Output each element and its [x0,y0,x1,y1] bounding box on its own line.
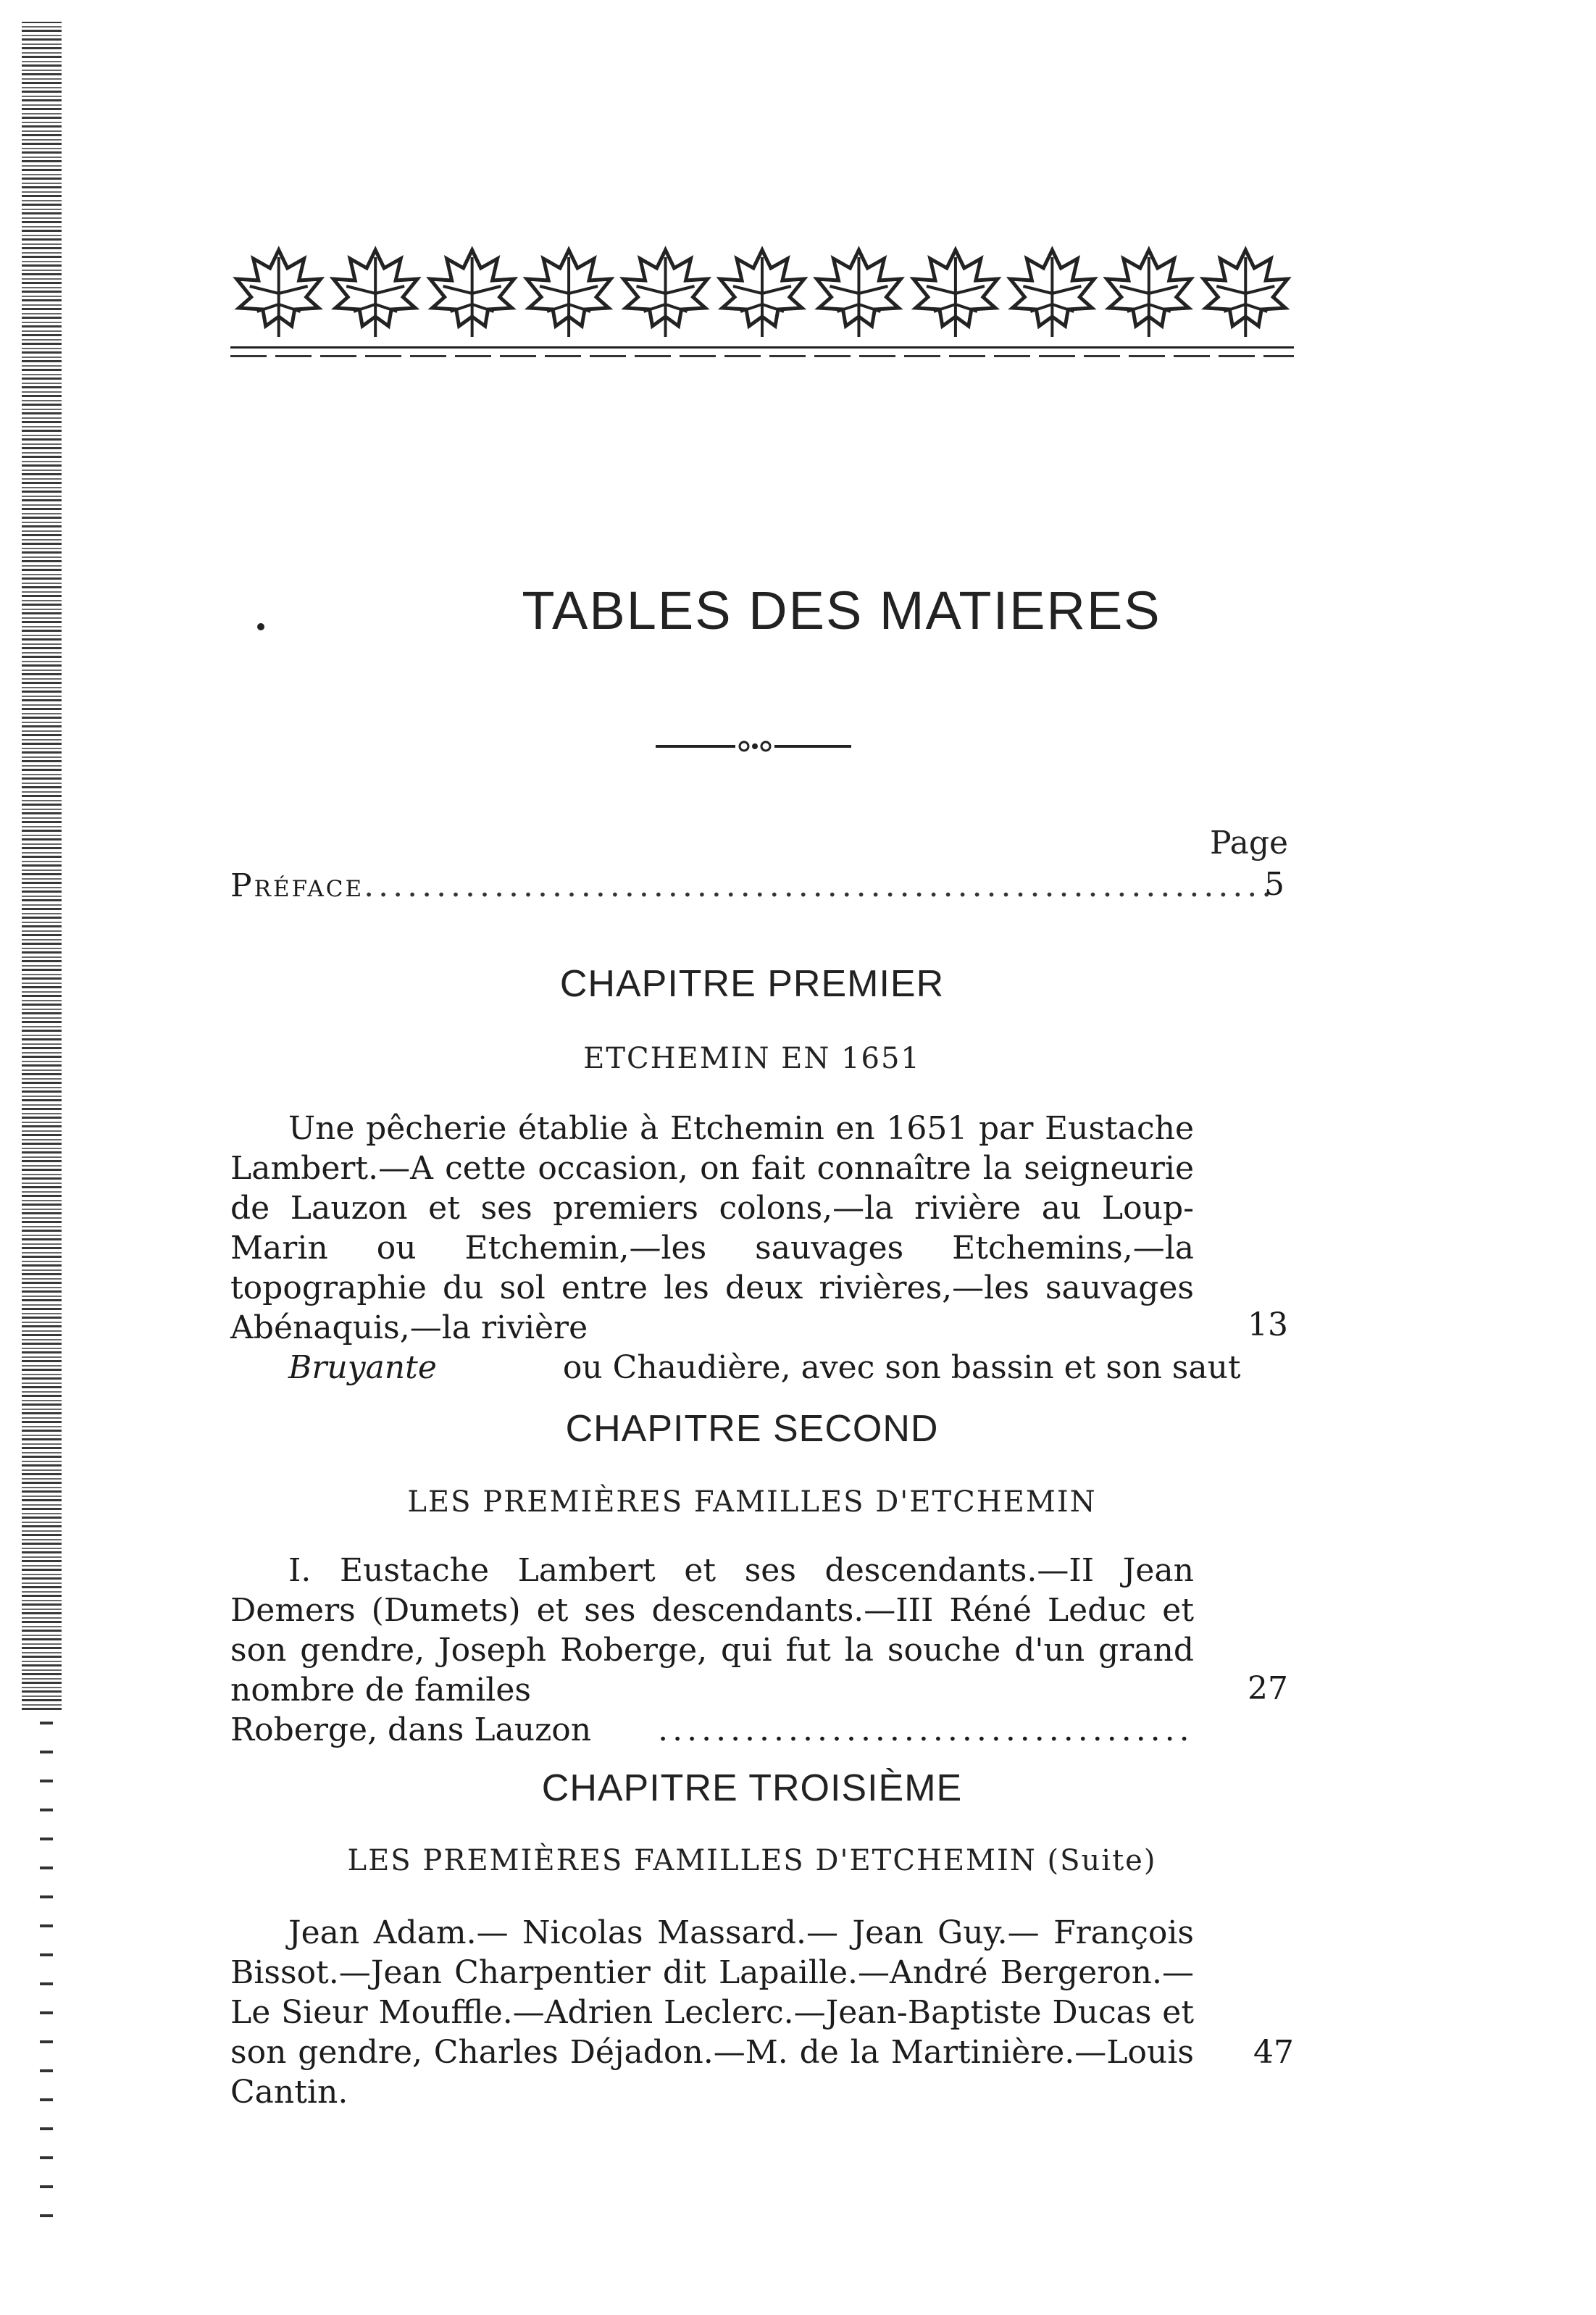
chapter-heading: CHAPITRE PREMIER [559,963,945,1005]
maple-leaf-icon [1203,250,1287,337]
ornament-dashed-rule [230,355,1294,357]
maple-leaf-icon [720,250,804,337]
maple-leaf-icon [624,250,708,337]
maple-leaf-icon [1010,250,1094,337]
summary-text: I. Eustache Lambert et ses descendants.—II Jean Demers (Dumets) et ses descendants.—III Réné Leduc et son gendre, Joseph Roberge, qui fut la souche d'un grand nombre de familes [230,1552,1194,1709]
book-spine-edge [22,22,62,1710]
page-title: TABLES DES MATIERES [522,580,1161,641]
summary-text: Jean Adam.— Nicolas Massard.— Jean Guy.— François Bissot.—Jean Charpentier dit Lapaille.—André Bergeron.—Le Sieur Mouffle.—Adrien Leclerc.—Jean-Baptiste Ducas et son gendre, Charles Déjadon.—M. de la Martinière.—Louis Cantin. [230,1914,1194,2111]
chapter-heading: CHAPITRE SECOND [565,1408,939,1450]
maple-leaf-icon [237,250,321,337]
preface-page: 5 [1264,866,1284,903]
preface-label: Préface [230,867,364,904]
title-flourish [656,733,851,759]
chapter-page: 13 [1248,1306,1288,1343]
maple-leaf-icon [333,250,417,337]
chapter-summary [230,1109,1241,1388]
summary-text: Une pêcherie établie à Etchemin en 1651 par Eustache Lambert.—A cette occasion, on fait connaître la seigneurie de Lauzon et ses premiers colons,—la rivière au Loup-Marin ou Etchemin,—les sauvages Etchemins,—la topographie du sol entre les deux rivières,—les sauvages Abénaquis,—la rivière [230,1110,1194,1346]
summary-last-line [230,1348,1241,1388]
chapter-subtitle: ETCHEMIN EN 1651 [583,1042,921,1075]
maple-leaf-icon [914,250,998,337]
summary-end: Roberge, dans Lauzon [230,1711,592,1748]
page-column-header: Page [1210,825,1289,862]
maple-leaf-icon [430,250,514,337]
chapter-subtitle: LES PREMIÈRES FAMILLES D'ETCHEMIN [407,1485,1097,1519]
ornament-rule [230,346,1294,349]
summary-last-line [172,1710,1194,1750]
maple-leaf-icon [816,250,901,337]
maple-leaf-ornament-band [230,235,1294,351]
chapter-page: 27 [1248,1670,1288,1707]
chapter-heading: CHAPITRE TROISIÈME [541,1767,963,1809]
leader-dots [364,866,1274,906]
page-edge-marks [40,1710,53,2217]
summary-end: ou Chaudière, avec son bassin et son saut [562,1349,1241,1386]
chapter-summary [230,1913,1194,2112]
maple-leaf-icon [527,250,611,337]
summary-italic: Bruyante [288,1349,437,1386]
maple-leaf-icon [1107,250,1191,337]
leader-dots [600,1710,1194,1750]
chapter-summary [230,1551,1194,1750]
chapter-subtitle: LES PREMIÈRES FAMILLES D'ETCHEMIN (Suite) [347,1844,1157,1877]
chapter-page: 47 [1253,2034,1294,2071]
preface-entry[interactable] [230,866,1274,906]
